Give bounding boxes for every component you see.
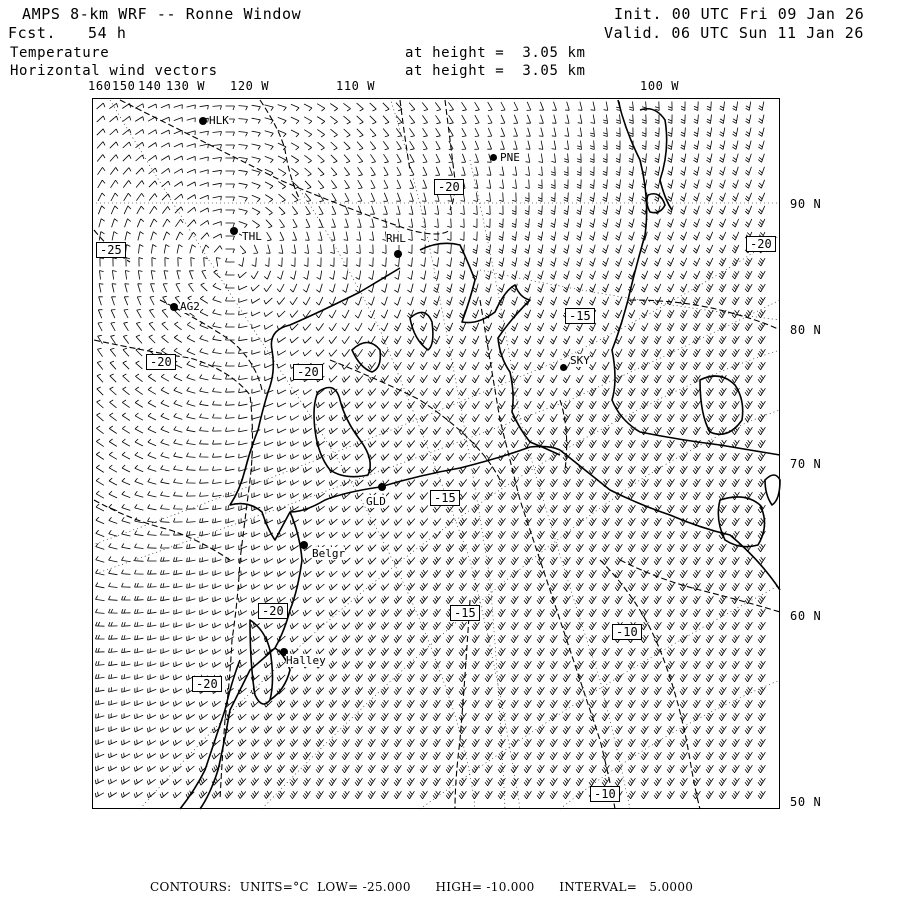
station-dot <box>199 117 207 125</box>
contour-label: -15 <box>450 605 480 621</box>
forecast-label: Fcst. <box>8 24 57 42</box>
contour-label: -15 <box>565 308 595 324</box>
contour-label: -20 <box>192 676 222 692</box>
contour-label: -10 <box>612 624 642 640</box>
station-label: PNE <box>500 151 520 164</box>
forecast-hours: 54 h <box>88 24 127 42</box>
station-label: Halley <box>286 654 326 667</box>
contour-label: -10 <box>590 786 620 802</box>
lat-label-80n: 80 N <box>790 323 822 337</box>
map-frame <box>92 98 780 809</box>
lon-label-100w: 100 W <box>640 79 680 93</box>
station-dot <box>378 483 386 491</box>
contour-label: -20 <box>146 354 176 370</box>
contour-label: -20 <box>293 364 323 380</box>
station-dot <box>560 364 567 371</box>
contour-label: -20 <box>434 179 464 195</box>
station-label: AG2 <box>180 300 200 313</box>
station-label: GLD <box>366 495 386 508</box>
station-dot <box>170 303 178 311</box>
station-dot <box>394 250 402 258</box>
contour-label: -25 <box>96 242 126 258</box>
station-label: Belgr <box>312 547 346 560</box>
contour-label: -15 <box>430 490 460 506</box>
contour-label: -20 <box>746 236 776 252</box>
contour-info: CONTOURS: UNITS=°C LOW= -25.000 HIGH= -10.000 INTERVAL= 5.0000 <box>150 880 694 894</box>
lon-label-160: 160 <box>88 79 112 93</box>
station-dot <box>490 154 497 161</box>
station-label: HLK <box>209 114 229 127</box>
lon-label-110w: 110 W <box>336 79 376 93</box>
field-temperature: Temperature <box>10 45 110 61</box>
lon-label-150: 150 <box>112 79 136 93</box>
valid-time: Valid. 06 UTC Sun 11 Jan 26 <box>604 24 865 42</box>
lat-label-90n: 90 N <box>790 197 822 211</box>
lat-label-50n: 50 N <box>790 795 822 809</box>
station-dot <box>230 227 238 235</box>
lon-label-120w: 120 W <box>230 79 270 93</box>
field-wind-vectors: Horizontal wind vectors <box>10 63 218 79</box>
height-temperature: at height = 3.05 km <box>405 45 586 61</box>
init-time: Init. 00 UTC Fri 09 Jan 26 <box>614 5 865 23</box>
station-label: SKY <box>570 354 590 367</box>
lon-label-130w: 130 W <box>166 79 206 93</box>
lat-label-60n: 60 N <box>790 609 822 623</box>
lat-label-70n: 70 N <box>790 457 822 471</box>
lon-label-140: 140 <box>138 79 162 93</box>
station-label: THL <box>242 230 262 243</box>
station-label: RHL <box>386 232 406 245</box>
height-wind: at height = 3.05 km <box>405 63 586 79</box>
contour-label: -20 <box>258 603 288 619</box>
model-title: AMPS 8-km WRF -- Ronne Window <box>22 5 302 23</box>
station-dot <box>300 541 308 549</box>
